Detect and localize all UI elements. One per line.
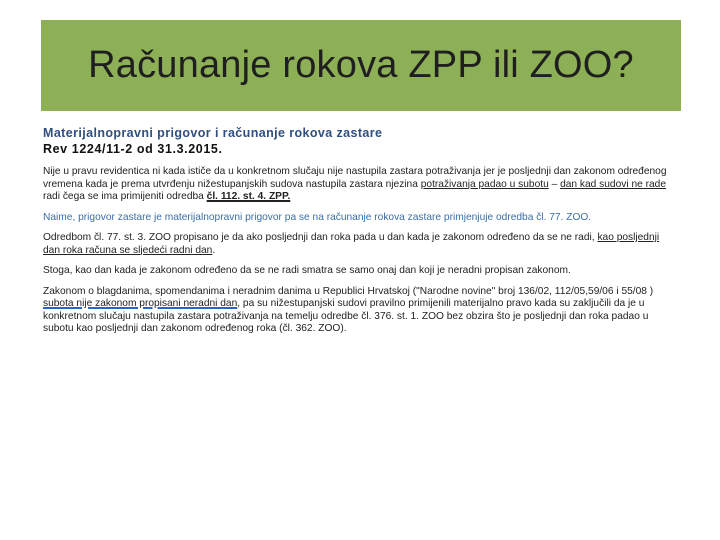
paragraph-5-underlined: ) subota nije zakonom propisani neradni dan: [43, 285, 654, 309]
paragraph-1-text-2: radi čega se ima primijeniti odredba: [43, 191, 207, 202]
paragraph-1-underlined-2: dan kad sudovi ne rade: [560, 178, 666, 190]
paragraph-3: [43, 232, 677, 257]
paragraph-3-text: Odredbom čl. 77. st. 3. ZOO propisano je da ako posljednji dan roka pada u dan kada je zakonom određeno da se ne radi,: [43, 232, 598, 243]
paragraph-3-end: .: [212, 244, 216, 256]
case-reference: Rev 1224/11-2 od 31.3.2015.: [43, 142, 223, 156]
paragraph-5-text: Zakonom o blagdanima, spomendanima i neradnim danima u Republici Hrvatskoj ("Narodne novine" broj 136/02, 112/05,59/06 i 55/08: [43, 285, 650, 297]
paragraph-2: Naime, prigovor zastare je materijalnopravni prigovor pa se na računanje rokova zastare primjenjuje odredba čl. 77. ZOO.: [43, 211, 592, 223]
slide-body: [43, 126, 677, 344]
title-bar: [41, 20, 681, 111]
paragraph-3-underlined: kao posljednji dan roka računa se sljedeći radni dan: [43, 232, 660, 256]
section-heading: Materijalnopravni prigovor i računanje rokova zastare: [43, 126, 383, 140]
paragraph-1: [43, 166, 677, 204]
paragraph-4: Stoga, kao dan kada je zakonom određeno da se ne radi smatra se samo onaj dan koji je neradni propisan zakonom.: [43, 265, 571, 276]
paragraph-1-text: Nije u pravu revidentica ni kada ističe da u konkretnom slučaju nije nastupila zastara potraživanja jer je posljednji dan zakonom određenog vremena kada je prema utvrđenju nižestupanjskih sudova nastupila zastara njezina: [43, 166, 667, 190]
paragraph-1-reference: čl. 112. st. 4. ZPP.: [206, 191, 291, 202]
paragraph-1-dash: –: [548, 178, 561, 190]
paragraph-5: [43, 286, 677, 336]
paragraph-1-underlined-1: potraživanja padao u subotu: [420, 178, 549, 190]
paragraph-5-text-2: , pa su nižestupanjski sudovi pravilno primijenili materijalno pravo kada su zaključili da je u konkretnom slučaju nastupila zastara potraživanja na temelju odredbe čl. 376. st. 1. ZOO bez obzira što je posljednji dan roka padao u subotu kao posljednji dan zakonom određenog roka (čl. 362. ZOO).: [43, 298, 649, 334]
slide-title: Računanje rokova ZPP ili ZOO?: [88, 44, 634, 86]
